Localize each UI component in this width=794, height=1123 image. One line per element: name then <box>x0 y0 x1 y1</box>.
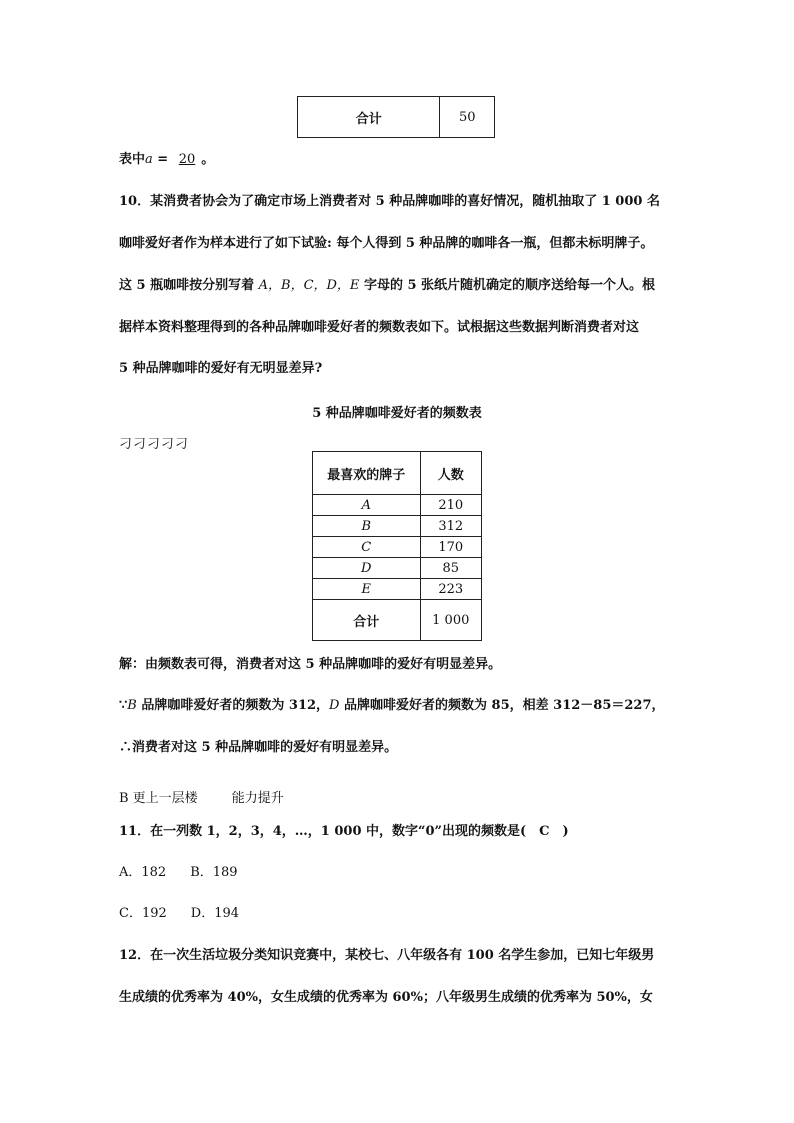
option-d: D．194 <box>190 906 240 921</box>
answer-line: 表中a = 20 。 <box>119 152 215 167</box>
brand-cell: E <box>313 579 421 600</box>
q11-options-row-2 <box>119 905 239 923</box>
answer-blank: 20 <box>178 152 196 167</box>
solution-line-3: ∴消费者对这 5 种品牌咖啡的爱好有明显差异。 <box>119 740 398 755</box>
q11-options-row-1 <box>119 864 238 882</box>
count-cell: 312 <box>420 516 481 537</box>
q12-line-1: 12．在一次生活垃圾分类知识竞赛中，某校七、八年级各有 100 名学生参加，已知七年级男 <box>119 948 655 963</box>
q10-line-1: 10．某消费者协会为了确定市场上消费者对 5 种品牌咖啡的喜好情况，随机抽取了 1 000 名 <box>119 194 660 209</box>
option-b: B．189 <box>190 865 238 880</box>
brand-cell: B <box>313 516 421 537</box>
count-cell: 170 <box>420 537 481 558</box>
q10-line-2: 咖啡爱好者作为样本进行了如下试验: 每个人得到 5 种品牌的咖啡各一瓶，但都未标明牌子。 <box>119 236 654 251</box>
solution-line-2: ∵B 品牌咖啡爱好者的频数为 312，D 品牌咖啡爱好者的频数为 85，相差 312－85＝227， <box>119 698 665 713</box>
option-c: C．192 <box>119 906 167 921</box>
section-heading: B 更上一层楼 能力提升 <box>119 791 284 806</box>
total-value-cell: 1 000 <box>420 600 481 641</box>
table-row <box>313 579 482 600</box>
header-count: 人数 <box>420 452 481 495</box>
solution-line-1: 解：由频数表可得，消费者对这 5 种品牌咖啡的爱好有明显差异。 <box>119 657 502 672</box>
table-row <box>313 516 482 537</box>
option-a: A．182 <box>119 865 167 880</box>
q12-line-2: 生成绩的优秀率为 40%，女生成绩的优秀率为 60%；八年级男生成绩的优秀率为 50%，女 <box>119 990 653 1005</box>
table-caption: 5 种品牌咖啡爱好者的频数表 <box>312 406 482 421</box>
total-value: 50 <box>440 97 495 138</box>
table-header-row <box>313 452 482 495</box>
table-row <box>298 97 495 138</box>
count-cell: 210 <box>420 495 481 516</box>
stray-marks: 刁刁刁刁刁 <box>119 437 190 452</box>
table-row <box>313 558 482 579</box>
table-total-row <box>313 600 482 641</box>
q10-line-4: 据样本资料整理得到的各种品牌咖啡爱好者的频数表如下。试根据这些数据判断消费者对这 <box>119 320 640 335</box>
q10-line-5: 5 种品牌咖啡的爱好有无明显差异? <box>119 361 323 376</box>
frequency-table <box>312 451 482 641</box>
table-row <box>313 495 482 516</box>
brand-cell: C <box>313 537 421 558</box>
table-row <box>313 537 482 558</box>
total-label: 合计 <box>298 97 440 138</box>
total-label-cell: 合计 <box>313 600 421 641</box>
top-total-table <box>297 96 495 138</box>
count-cell: 223 <box>420 579 481 600</box>
count-cell: 85 <box>420 558 481 579</box>
q10-line-3: 这 5 瓶咖啡按分别写着 A，B，C，D，E 字母的 5 张纸片随机确定的顺序送给每一个人。根 <box>119 278 656 293</box>
brand-cell: D <box>313 558 421 579</box>
brand-cell: A <box>313 495 421 516</box>
q11-stem: 11．在一列数 1，2，3，4，…，1 000 中，数字“0”出现的频数是( C ) <box>119 824 569 839</box>
header-brand: 最喜欢的牌子 <box>313 452 421 495</box>
